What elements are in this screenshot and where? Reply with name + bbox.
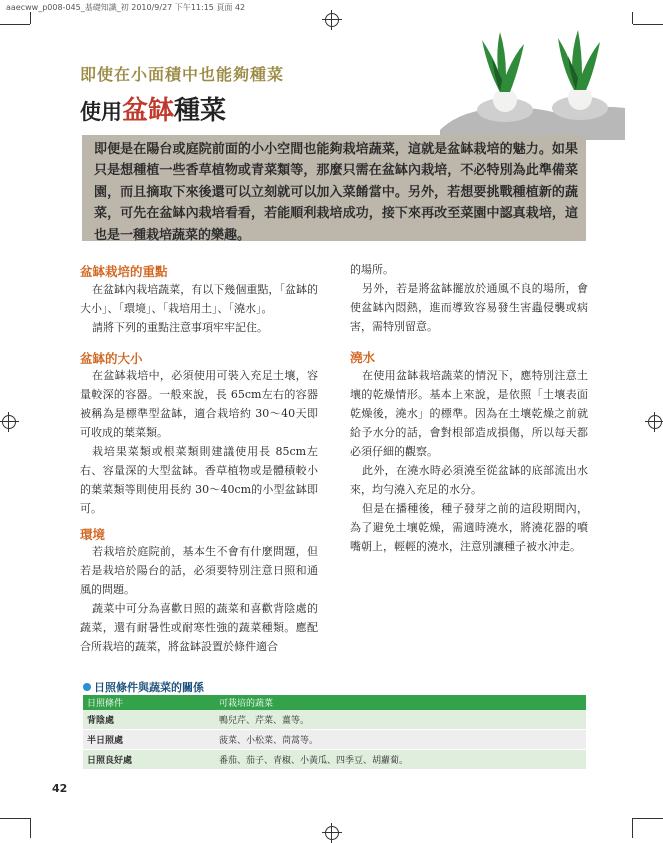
registration-mark-icon (325, 13, 339, 27)
environment-body (80, 542, 318, 656)
title-part-2: 盆缽 (122, 96, 175, 126)
bullet-dot-icon (83, 683, 91, 691)
print-slug: aaecww_p008-045_基礎知識_初 2010/9/27 下午11:15 頁面 42 (6, 3, 246, 12)
intro-text: 即便是在陽台或庭院前面的小小空間也能夠栽培蔬菜，這就是盆缽栽培的魅力。如果只是想種植一些香草植物或青菜類等，那麼只需在盆缽內栽培，不必特別為此準備菜園，而且摘取下來後還可以立刻就可以加入菜餚當中。另外，若想要挑戰種植新的蔬菜，可先在盆缽內栽培看看，若能順利栽培成功，接下來再改至菜園中認真栽培，這也是一種栽培蔬菜的樂趣。 (94, 142, 578, 243)
paragraph: 蔬菜中可分為喜歡日照的蔬菜和喜歡背陰處的蔬菜，還有耐暑性或耐寒性強的蔬菜種類。應配合所栽培的蔬菜，將盆缽設置於條件適合 (80, 602, 318, 653)
table-row (83, 750, 586, 770)
key-points-body (80, 280, 318, 337)
table-cell: 半日照處 (83, 730, 215, 750)
table-cell: 背陰處 (83, 710, 215, 730)
table-title-text: 日照條件與蔬菜的關係 (94, 681, 204, 694)
heading-pot-size: 盆缽的大小 (80, 351, 143, 366)
paragraph: 此外，在澆水時必須澆至從盆缽的底部流出水來，均勻澆入充足的水分。 (350, 464, 588, 496)
crop-mark (632, 12, 633, 24)
vegetable-plant-illustration (440, 30, 625, 140)
paragraph: 若栽培於庭院前，基本生不會有什麼問題，但若是栽培於陽台的話，必須要特別注意日照和通風的問題。 (80, 545, 318, 596)
table-cell: 菠菜、小松菜、茼蒿等。 (215, 730, 586, 750)
paragraph: 在使用盆缽栽培蔬菜的情況下，應特別注意土壤的乾燥情形。基本上來說，是依照「土壤表面乾燥後，澆水」的標準。因為在土壤乾燥之前就給予水分的話，會對根部造成損傷，所以每天都必須仔細的觀察。 (350, 369, 588, 458)
table-title (83, 679, 204, 695)
table-cell: 番茄、茄子、青椒、小黃瓜、四季豆、胡蘿蔔。 (215, 750, 586, 770)
crop-mark (633, 818, 663, 819)
table-row (83, 730, 586, 750)
paragraph: 在盆缽栽培中，必須使用可裝入充足土壤，容量較深的容器。一般來說，長 65cm左右的容器被稱為是標準型盆缽，適合栽培約 30～40天即可收成的葉菜類。 (80, 369, 318, 439)
table-header-row (83, 695, 586, 710)
paragraph: 在盆缽內栽培蔬菜，有以下幾個重點，「盆缽的大小」、「環境」、「栽培用土」、「澆水」。 (80, 283, 318, 315)
crop-mark (0, 24, 30, 25)
heading-watering: 澆水 (350, 350, 376, 365)
column-header: 日照條件 (83, 695, 215, 710)
page-title (80, 90, 226, 127)
registration-mark-icon (648, 415, 662, 429)
title-part-1: 使用 (80, 100, 122, 124)
page-number: 42 (52, 782, 68, 795)
column-header: 可栽培的蔬菜 (215, 695, 586, 710)
watering-body (350, 366, 588, 556)
paragraph: 另外，若是將盆缽擺放於通風不良的場所，會使盆缽內悶熱，進而導致容易發生害蟲侵襲或病害，需特別留意。 (350, 282, 588, 333)
paragraph: 請將下列的重點注意事項牢牢記住。 (92, 321, 268, 334)
crop-mark (30, 12, 31, 24)
registration-mark-icon (325, 826, 339, 840)
crop-mark (632, 818, 633, 838)
heading-key-points: 盆缽栽培的重點 (80, 264, 168, 279)
crop-mark (30, 818, 31, 838)
crop-mark (633, 24, 663, 25)
table-cell: 日照良好處 (83, 750, 215, 770)
table-row (83, 710, 586, 730)
paragraph: 栽培果菜類或根菜類則建議使用長 85cm左右、容量深的大型盆缽。香草植物或是體積較小的葉菜類等則使用長約 30～40cm的小型盆缽即可。 (80, 445, 318, 515)
sunlight-table (83, 695, 586, 770)
paragraph: 但是在播種後，種子發芽之前的這段期間內，為了避免土壤乾燥，需適時澆水，將澆花器的噴嘴朝上，輕輕的澆水，注意別讓種子被水沖走。 (350, 502, 588, 553)
pot-size-body (80, 366, 318, 518)
paragraph: 的場所。 (350, 263, 394, 276)
registration-mark-icon (2, 415, 16, 429)
table-cell: 鴨兒芹、芹菜、薑等。 (215, 710, 586, 730)
crop-mark (0, 818, 30, 819)
heading-environment: 環境 (80, 527, 106, 542)
environment-body-continued (350, 260, 588, 336)
page-subtitle: 即使在小面積中也能夠種菜 (80, 65, 285, 84)
title-part-3: 種菜 (174, 96, 227, 126)
